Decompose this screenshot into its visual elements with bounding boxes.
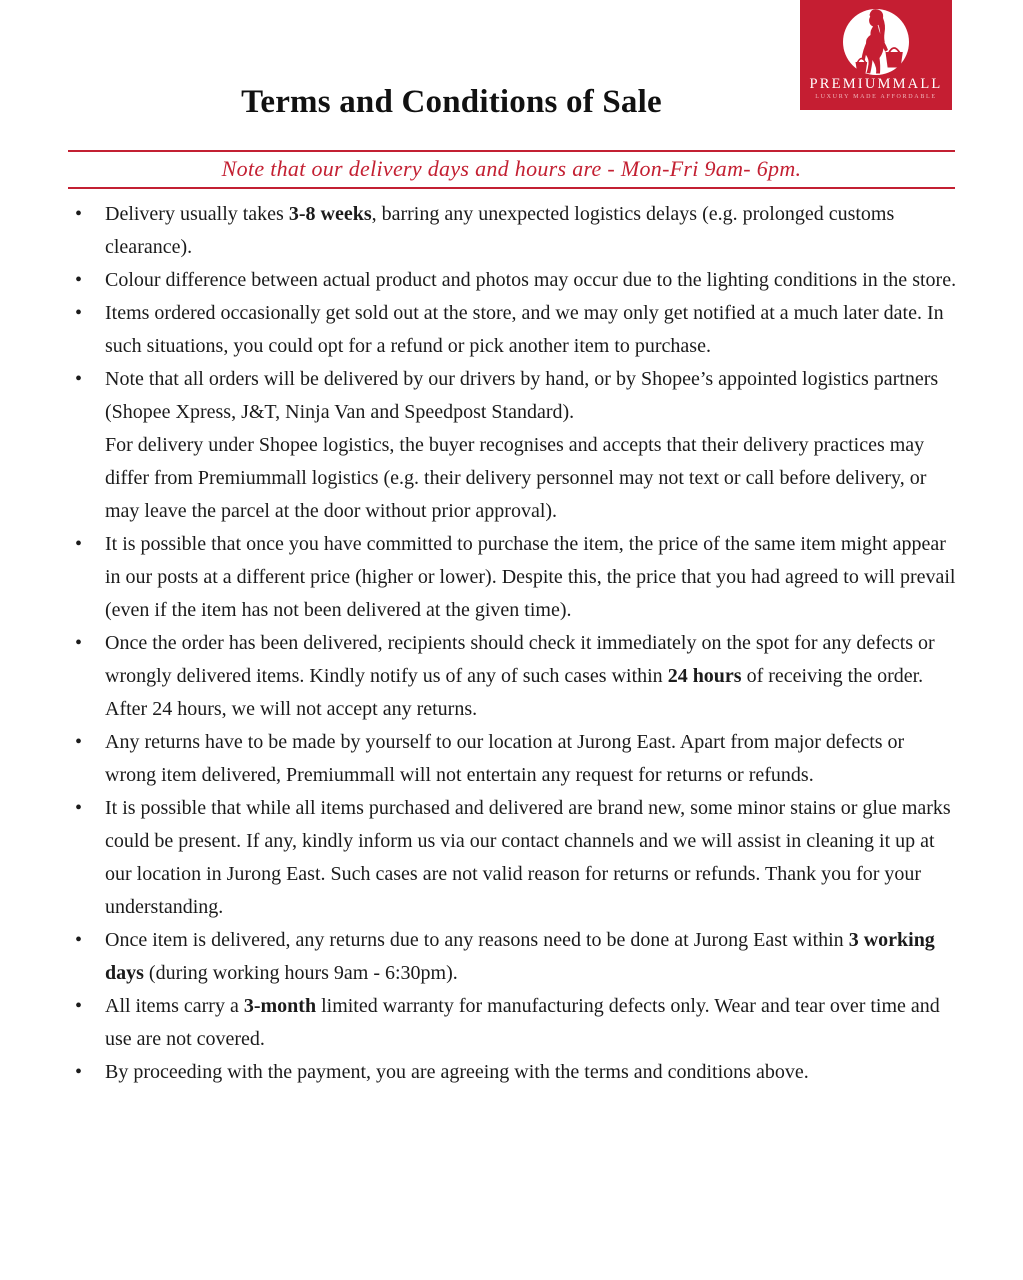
terms-list: [68, 198, 958, 1089]
delivery-note-box: [68, 150, 955, 189]
list-item: • It is possible that once you have committed to purchase the item, the price of the same item might appear in our posts at a different price (higher or lower). Despite this, the price that you had agreed to will prevail (even if the item has not been delivered at the given time).: [68, 528, 958, 627]
brand-name: PREMIUMMALL: [809, 76, 943, 92]
list-item: • Note that all orders will be delivered by our drivers by hand, or by Shopee’s appointed logistics partners (Shopee Xpress, J&T, Ninja Van and Speedpost Standard). For delivery under Shopee logistics, the buyer recognises and accepts that their delivery practices may differ from Premiummall logistics (e.g. their delivery personnel may not text or call before delivery, or may leave the parcel at the door without prior approval).: [68, 363, 958, 528]
page-title: Terms and Conditions of Sale: [241, 84, 662, 120]
list-item: • By proceeding with the payment, you are agreeing with the terms and conditions above.: [68, 1056, 958, 1089]
delivery-note: Note that our delivery days and hours are - Mon-Fri 9am- 6pm.: [221, 156, 802, 181]
list-item: • Delivery usually takes 3-8 weeks, barring any unexpected logistics delays (e.g. prolonged customs clearance).: [68, 198, 958, 264]
brand-tagline: LUXURY MADE AFFORDABLE: [815, 94, 937, 100]
list-item: • Colour difference between actual product and photos may occur due to the lighting conditions in the store.: [68, 264, 958, 297]
list-item: • All items carry a 3-month limited warranty for manufacturing defects only. Wear and tear over time and use are not covered.: [68, 990, 958, 1056]
list-item: • Any returns have to be made by yourself to our location at Jurong East. Apart from major defects or wrong item delivered, Premiummall will not entertain any request for returns or refunds.: [68, 726, 958, 792]
list-item: • Once the order has been delivered, recipients should check it immediately on the spot for any defects or wrongly delivered items. Kindly notify us of any of such cases within 24 hours of receiving the order. After 24 hours, we will not accept any returns.: [68, 627, 958, 726]
list-item: • Items ordered occasionally get sold out at the store, and we may only get notified at a much later date. In such situations, you could opt for a refund or pick another item to purchase.: [68, 297, 958, 363]
list-item: • Once item is delivered, any returns due to any reasons need to be done at Jurong East within 3 working days (during working hours 9am - 6:30pm).: [68, 924, 958, 990]
list-item: • It is possible that while all items purchased and delivered are brand new, some minor stains or glue marks could be present. If any, kindly inform us via our contact channels and we will assist in cleaning it up at our location in Jurong East. Such cases are not valid reason for returns or refunds. Thank you for your understanding.: [68, 792, 958, 924]
